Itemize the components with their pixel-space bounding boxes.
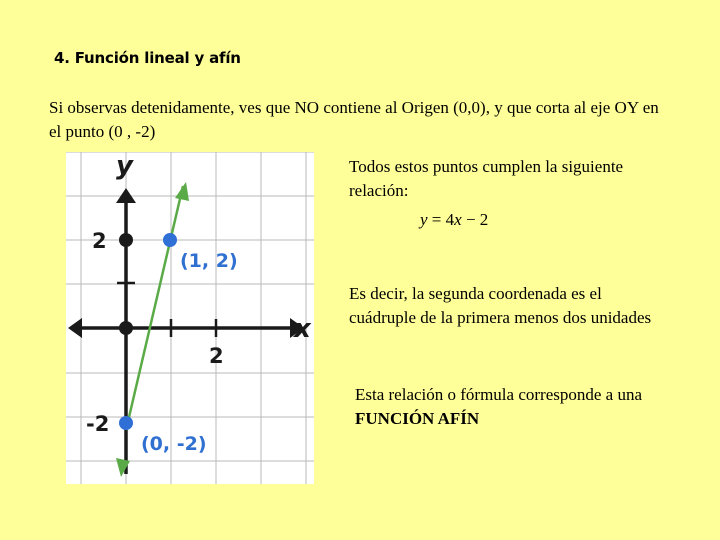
point-a-label: (1, 2) <box>180 250 238 272</box>
y-axis-label: y <box>116 152 133 181</box>
point-b-marker <box>119 416 133 430</box>
intro-text-after: contiene al Origen (0,0), y que corta al eje OY en el punto (0 , -2) <box>49 98 659 141</box>
y-tick-label-neg2: -2 <box>86 412 110 436</box>
formula-var: x <box>454 210 462 229</box>
section-heading: 4. Función lineal y afín <box>54 49 241 67</box>
conclusion-before: Esta relación o fórmula corresponde a una <box>355 385 642 404</box>
line-arrow-bottom-icon <box>116 458 130 477</box>
intro-emphasis: NO <box>294 98 320 117</box>
conclusion-text <box>355 383 675 431</box>
formula <box>420 210 488 230</box>
conclusion-emphasis: FUNCIÓN AFÍN <box>355 409 480 428</box>
point-a-marker <box>163 233 177 247</box>
formula-minus: − <box>465 210 476 229</box>
y-axis-dot-positive <box>119 233 133 247</box>
function-line <box>126 186 183 430</box>
formula-lhs: y <box>420 210 428 229</box>
intro-paragraph <box>49 96 669 144</box>
origin-dot <box>119 321 133 335</box>
function-graph <box>66 152 314 484</box>
formula-equals: = <box>431 210 442 229</box>
explanation-text: Es decir, la segunda coordenada es el cuádruple de la primera menos dos unidades <box>349 284 652 327</box>
point-b-label: (0, -2) <box>141 433 207 455</box>
x-axis <box>68 318 304 338</box>
intro-text-before: Si observas detenidamente, ves que <box>49 98 295 117</box>
x-axis-label: x <box>294 314 311 344</box>
x-tick-label-2: 2 <box>209 344 224 368</box>
formula-const: 2 <box>479 210 489 229</box>
relation-intro: Todos estos puntos cumplen la siguiente relación: <box>349 157 624 200</box>
graph-svg <box>66 152 314 484</box>
formula-coef: 4 <box>445 210 455 229</box>
line-arrow-top-icon <box>175 182 189 201</box>
y-tick-label-2: 2 <box>92 229 107 253</box>
